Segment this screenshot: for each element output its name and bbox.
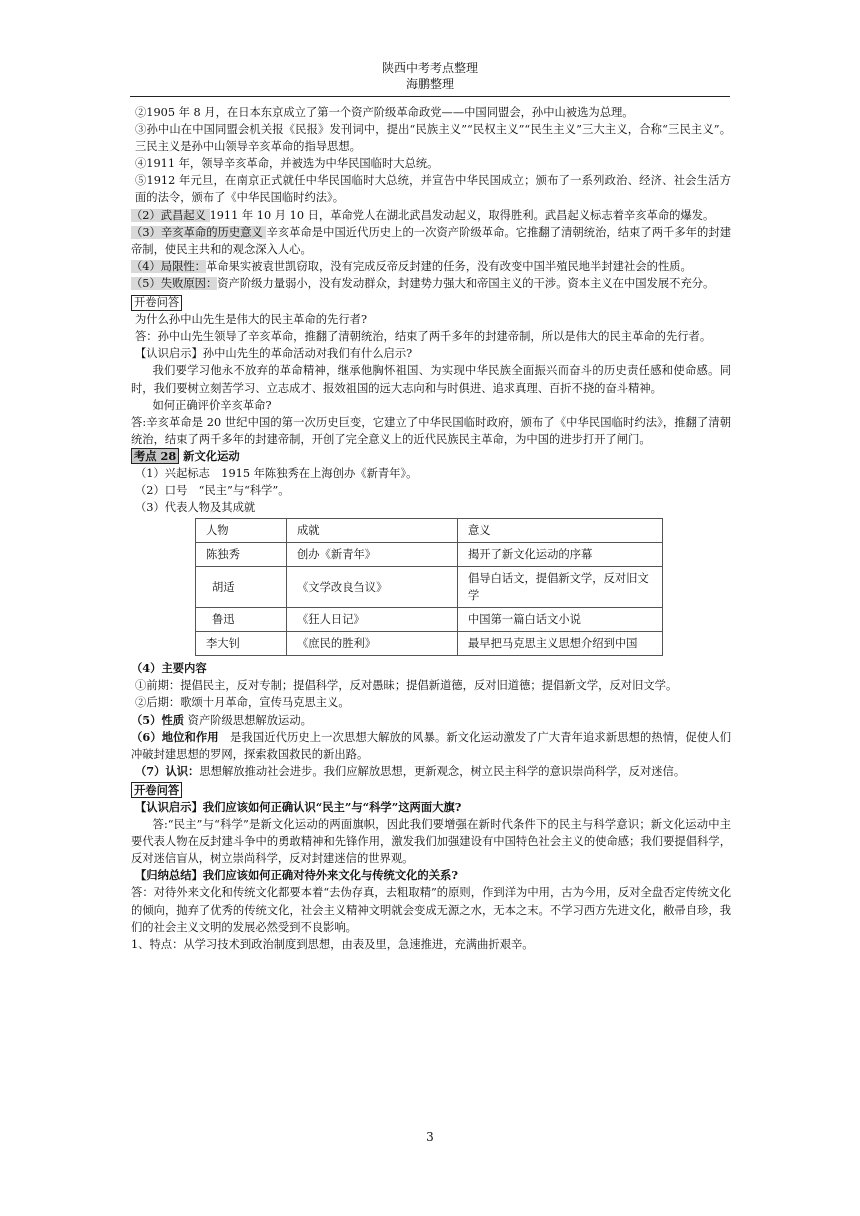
header-rule [130, 96, 730, 97]
highlight-label: （4）局限性： [131, 259, 206, 273]
document-body [131, 104, 731, 953]
question: 如何正确评价辛亥革命? [152, 398, 272, 412]
answer: 答：对待外来文化和传统文化都要本着“去伪存真，去粗取精”的原则，作到洋为中用，古为今用，反对全盘否定传统文化的倾向，抛弃了优秀的传统文化，社会主义精神文明就会变成无源之水，无本之末。不学习西方先进文化，敝帚自珍，我们的社会主义文明的发展必然受到不良影响。 [131, 886, 731, 934]
page-header [0, 60, 860, 92]
table-cell: 鲁迅 [196, 608, 287, 632]
answer: 答:“民主”与“科学”是新文化运动的两面旗帜，因此我们要增强在新时代条件下的民主与科学意识；新文化运动中主要代表人物在反封建斗争中的勇敢精神和先锋作用，激发我们加强建设有中国特色社会主义的使命感；我们要提倡科学，反对迷信盲从，树立崇尚科学，反对封建迷信的世界观。 [131, 818, 731, 866]
table-cell: 揭开了新文化运动的序幕 [458, 543, 663, 567]
section-heading: 考点 28 新文化运动 [131, 448, 731, 465]
paragraph: ④1911 年，领导辛亥革命，并被选为中华民国临时大总统。 [135, 157, 439, 171]
paragraph: ①前期：提倡民主，反对专制；提倡科学，反对愚昧；提倡新道德，反对旧道德；提倡新文学，反对旧文学。 [135, 679, 678, 693]
table-cell: 中国第一篇白话文小说 [458, 608, 663, 632]
table-header-row [196, 519, 663, 543]
table-cell: 胡适 [196, 567, 287, 608]
table-row [196, 632, 663, 656]
answer: 我们要学习他永不放弃的革命精神，继承他胸怀祖国、为实现中华民族全面振兴而奋斗的历史责任感和使命感。同时，我们要树立刻苦学习、立志成才、报效祖国的远大志向和与时俱进、追求真理、百折不挠的奋斗精神。 [131, 364, 731, 395]
question: 【归纳总结】我们应该如何正确对待外来文化与传统文化的关系? [135, 868, 458, 883]
paragraph: ⑤1912 年元旦，在南京正式就任中华民国临时大总统，并宣告中华民国成立；颁布了一系列政治、经济、社会生活方面的法令，颁布了《中华民国临时约法》。 [135, 174, 731, 205]
table-cell: 《文学改良刍议》 [287, 567, 458, 608]
highlight-label: （5）失败原因： [131, 276, 218, 290]
table-row [196, 608, 663, 632]
paragraph [131, 292, 731, 311]
paragraph: （4）局限性：革命果实被袁世凯窃取，没有完成反帝反封建的任务，没有改变中国半殖民地半封建社会的性质。 [131, 259, 692, 273]
paragraph: 1、特点：从学习技术到政治制度到思想，由表及里，急速推进，充满曲折艰辛。 [131, 937, 534, 951]
table-header: 人物 [196, 519, 287, 543]
paragraph: （1）兴起标志 1915 年陈独秀在上海创办《新青年》。 [135, 466, 418, 480]
paragraph: （2）口号 “民主”与“科学”。 [135, 484, 290, 498]
table-cell: 最早把马克思主义思想介绍到中国 [458, 632, 663, 656]
figures-table [195, 518, 663, 656]
table-cell: 李大钊 [196, 632, 287, 656]
header-author: 海鹏整理 [405, 77, 454, 91]
highlight-label: （2）武昌起义 [131, 208, 210, 222]
table-header: 意义 [458, 519, 663, 543]
paragraph: （2）武昌起义 1911 年 10 月 10 日，革命党人在湖北武昌发动起义，取得胜利。武昌起义标志着辛亥革命的爆发。 [131, 208, 715, 222]
paragraph: （5）失败原因：资产阶级力量弱小，没有发动群众，封建势力强大和帝国主义的干涉。资本主义在中国发展不充分。 [131, 276, 715, 290]
header-title: 陕西中考考点整理 [381, 61, 478, 75]
question: 【认识启示】我们应该如何正确认识“民主”与“科学”这两面大旗? [135, 800, 462, 814]
highlight-label: （3）辛亥革命的历史意义 [131, 225, 267, 239]
paragraph: （6）地位和作用 是我国近代历史上一次思想大解放的风暴。新文化运动激发了广大青年追求新思想的热情，促使人们冲破封建思想的罗网，探索救国救民的新出路。 [131, 729, 731, 761]
table-header: 成就 [287, 519, 458, 543]
paragraph: （3）代表人物及其成就 [135, 501, 256, 515]
page-number: 3 [426, 1130, 434, 1144]
paragraph: ③孙中山在中国同盟会机关报《民报》发刊词中，提出“民族主义”“民权主义”“民生主义”三大主义，合称“三民主义”。三民主义是孙中山领导辛亥革命的指导思想。 [135, 123, 731, 154]
paragraph: （3）辛亥革命的历史意义 辛亥革命是中国近代历史上的一次资产阶级革命。它推翻了清朝统治，结束了两千多年的封建帝制，使民主共和的观念深入人心。 [131, 225, 731, 256]
table-row [196, 543, 663, 567]
answer: 答：孙中山先生领导了辛亥革命，推翻了清朝统治，结束了两千多年的封建帝制，所以是伟大的民主革命的先行者。 [135, 330, 712, 344]
table-row [196, 567, 663, 608]
paragraph: （5）性质 资产阶级思想解放运动。 [131, 712, 312, 727]
table-cell: 创办《新青年》 [287, 543, 458, 567]
subheading: （4）主要内容 [131, 661, 207, 676]
table-cell: 《庶民的胜利》 [287, 632, 458, 656]
paragraph: ②后期：歌颂十月革命，宣传马克思主义。 [135, 696, 350, 710]
paragraph: ②1905 年 8 月，在日本东京成立了第一个资产阶级革命政党——中国同盟会，孙中山被选为总理。 [135, 106, 634, 119]
key-point-label: 考点 28 [131, 448, 179, 464]
open-book-qa-label: 开卷问答 [131, 782, 182, 798]
question: 【认识启示】孙中山先生的革命活动对我们有什么启示? [135, 347, 413, 361]
paragraph [131, 780, 731, 799]
question: 为什么孙中山先生是伟大的民主革命的先行者? [135, 313, 367, 327]
paragraph: （7）认识：思想解放推动社会进步。我们应解放思想，更新观念，树立民主科学的意识崇尚科学，反对迷信。 [135, 763, 686, 778]
table-cell: 陈独秀 [196, 543, 287, 567]
answer: 答:辛亥革命是 20 世纪中国的第一次历史巨变，它建立了中华民国临时政府，颁布了《中华民国临时约法》，推翻了清朝统治，结束了两千多年的封建帝制，开创了完全意义上的近代民族民主革命，为中国的进步打开了闸门。 [131, 415, 731, 446]
open-book-qa-label: 开卷问答 [131, 295, 182, 311]
table-cell: 《狂人日记》 [287, 608, 458, 632]
table-cell: 倡导白话文，提倡新文学，反对旧文学 [458, 567, 663, 608]
